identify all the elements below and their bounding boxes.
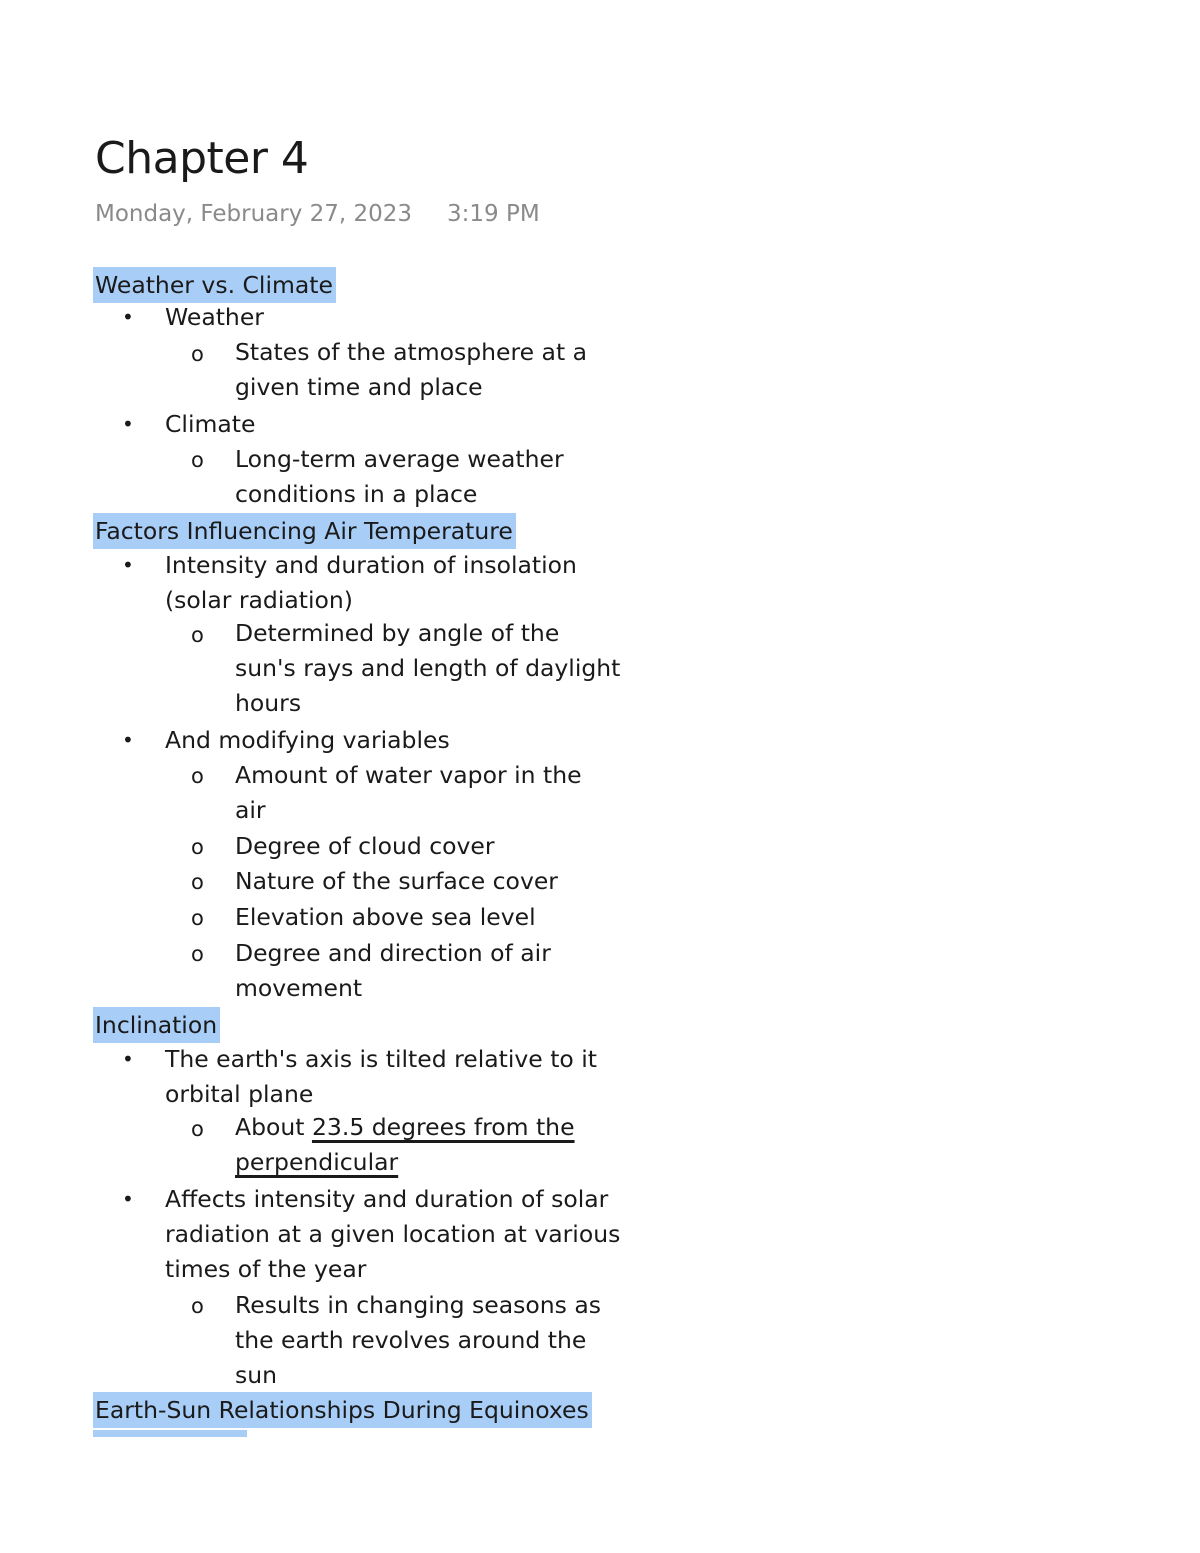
list-item: the earth revolves around the [235,1326,587,1354]
underlined-text: perpendicular [235,1148,399,1176]
list-item [235,1110,575,1145]
heading-highlight-continuation [93,1430,247,1437]
list-item: hours [235,689,302,717]
list-item: Results in changing seasons as [235,1291,602,1319]
list-item: air [235,796,266,824]
list-item: sun [235,1361,278,1389]
sub-bullet: o [191,623,204,647]
bullet: • [122,412,134,436]
list-item: Determined by angle of the [235,619,560,647]
list-item-text: About [235,1113,312,1141]
list-item: Intensity and duration of insolation [165,551,577,579]
list-item: radiation at a given location at various [165,1220,621,1248]
bullet: • [122,1047,134,1071]
list-item: Nature of the surface cover [235,867,558,895]
list-item: Weather [165,303,264,331]
list-item: (solar radiation) [165,586,353,614]
sub-bullet: o [191,835,204,859]
section-heading-factors-air-temperature: Factors Influencing Air Temperature [93,513,516,549]
sub-bullet: o [191,448,204,472]
list-item: sun's rays and length of daylight [235,654,621,682]
sub-bullet: o [191,1117,204,1141]
list-item: Climate [165,410,256,438]
section-heading-earth-sun-relationships: Earth-Sun Relationships During Equinoxes [93,1392,592,1428]
section-heading-weather-vs-climate: Weather vs. Climate [93,267,336,303]
list-item: Amount of water vapor in the [235,761,582,789]
list-item: times of the year [165,1255,367,1283]
list-item: orbital plane [165,1080,314,1108]
list-item: Long-term average weather [235,445,564,473]
list-item: movement [235,974,363,1002]
sub-bullet: o [191,942,204,966]
sub-bullet: o [191,764,204,788]
list-item: Degree and direction of air [235,939,551,967]
underlined-text: 23.5 degrees from the [311,1113,575,1141]
section-heading-inclination: Inclination [93,1007,220,1043]
sub-bullet: o [191,342,204,366]
list-item: conditions in a place [235,480,478,508]
list-item [235,1145,398,1180]
list-item: The earth's axis is tilted relative to it [165,1045,598,1073]
bullet: • [122,728,134,752]
bullet: • [122,305,134,329]
list-item: States of the atmosphere at a [235,338,588,366]
list-item: And modifying variables [165,726,450,754]
list-item: Elevation above sea level [235,903,536,931]
list-item: given time and place [235,373,483,401]
page-date: Monday, February 27, 2023 [95,201,413,227]
list-item: Affects intensity and duration of solar [165,1185,609,1213]
bullet: • [122,553,134,577]
page-time: 3:19 PM [447,201,540,227]
list-item: Degree of cloud cover [235,832,495,860]
sub-bullet: o [191,870,204,894]
bullet: • [122,1187,134,1211]
page-title: Chapter 4 [95,133,309,184]
sub-bullet: o [191,1294,204,1318]
sub-bullet: o [191,906,204,930]
